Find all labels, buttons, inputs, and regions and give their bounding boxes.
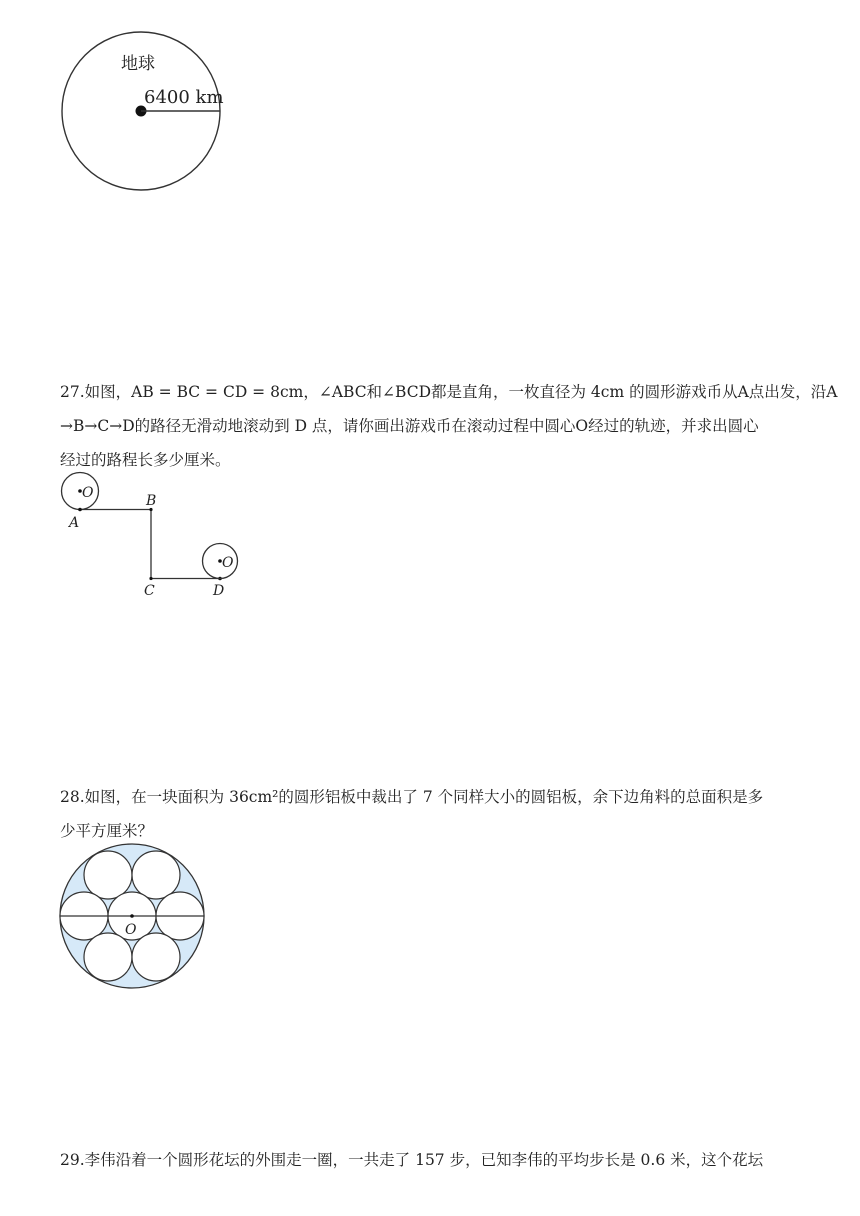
point-c-dot (149, 577, 152, 580)
label-b: B (146, 493, 157, 509)
q29-line-1 (60, 1143, 840, 1177)
coin-path-figure (55, 470, 255, 600)
aluminum-plate-figure (55, 840, 215, 1000)
inner-circle-top-right (132, 851, 180, 899)
q27-text-line-3: 经过的路程长多少厘米。 (60, 451, 231, 469)
center-o-label: O (125, 922, 137, 938)
q29-text-line-1: 李伟沿着一个圆形花坛的外围走一圈，一共走了 157 步，已知李伟的平均步长是 0.6 米，这个花坛 (84, 1151, 764, 1169)
question-27 (60, 375, 840, 477)
question-29 (60, 1143, 840, 1177)
question-28 (60, 780, 840, 848)
q28-line-1 (60, 780, 840, 814)
label-c: C (144, 583, 155, 599)
point-a-dot (78, 508, 82, 512)
path-abcd (80, 510, 220, 579)
q27-line-1 (60, 375, 840, 409)
coin-end-o-label: O (222, 555, 234, 571)
q28-text-line-1: 如图，在一块面积为 36cm²的圆形铝板中裁出了 7 个同样大小的圆铝板，余下边角料的总面积是多 (84, 788, 764, 806)
inner-circle-top-left (84, 851, 132, 899)
q27-text-line-1: 如图，AB = BC = CD = 8cm，∠ABC和∠BCD都是直角，一枚直径为 4cm 的圆形游戏币从A点出发，沿A (84, 383, 838, 401)
center-dot (130, 914, 134, 918)
earth-figure (55, 26, 230, 198)
q29-number: 29. (60, 1151, 85, 1169)
q28-text-line-2: 少平方厘米？ (60, 822, 154, 840)
inner-circle-bottom-right (132, 933, 180, 981)
inner-circle-bottom-left (84, 933, 132, 981)
label-d: D (213, 583, 225, 599)
earth-title: 地球 (121, 54, 155, 74)
q27-number: 27. (60, 383, 85, 401)
q27-text-line-2: →B→C→D的路径无滑动地滚动到 D 点，请你画出游戏币在滚动过程中圆心O经过的轨迹，并求出圆心 (60, 417, 759, 435)
label-a: A (69, 515, 80, 531)
earth-radius-label: 6400 km (144, 87, 224, 108)
coin-start-o-label: O (82, 485, 94, 501)
q28-number: 28. (60, 788, 85, 806)
